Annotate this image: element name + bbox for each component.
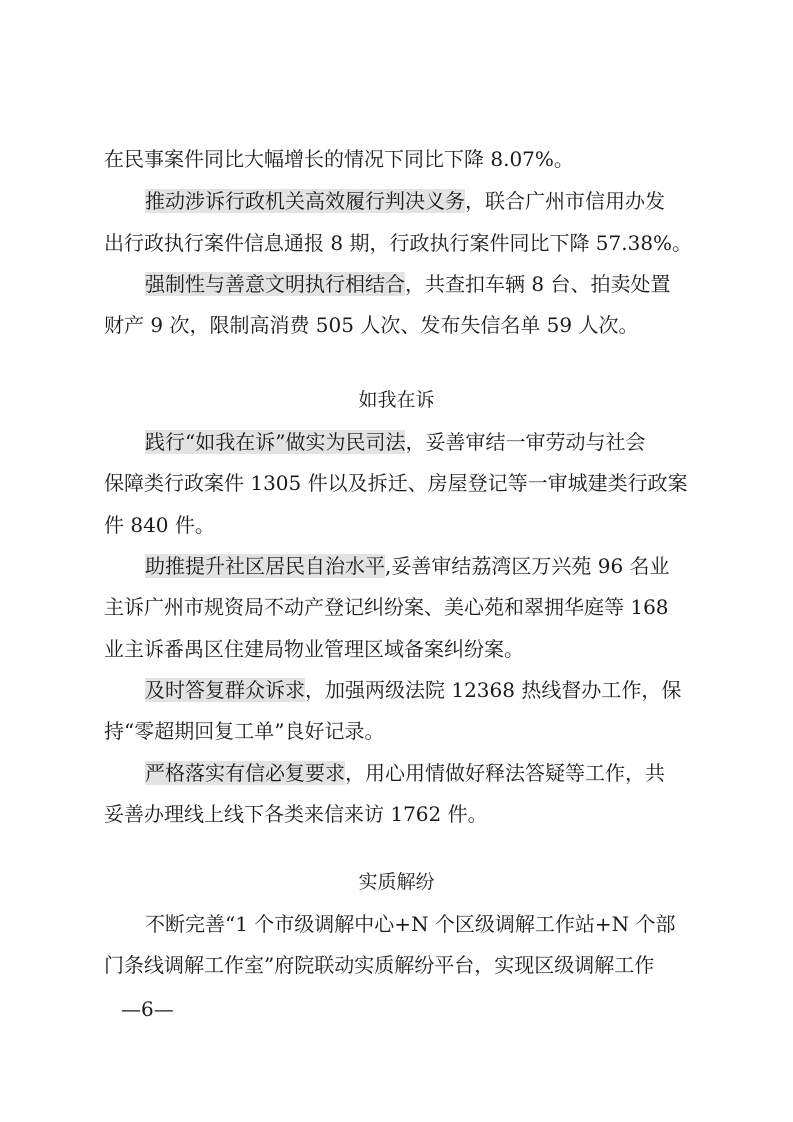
section-heading: 实质解纷 <box>358 871 435 893</box>
page-number: —6— <box>121 997 174 1021</box>
highlighted-phrase: 推动涉诉行政机关高效履行判决义务 <box>145 189 465 213</box>
body-text-line: 严格落实有信必复要求，用心用情做好释法答疑等工作，共 <box>145 761 665 785</box>
body-text-line: 主诉广州市规资局不动产登记纠纷案、美心苑和翠拥华庭等 168 <box>104 595 669 619</box>
body-text-line: 妥善办理线上线下各类来信来访 1762 件。 <box>104 802 488 826</box>
highlighted-phrase: 及时答复群众诉求 <box>145 678 305 702</box>
highlighted-phrase: 践行“如我在诉”做实为民司法 <box>145 430 406 454</box>
body-text-line: 及时答复群众诉求，加强两级法院 12368 热线督办工作，保 <box>145 678 682 702</box>
body-text-line: 助推提升社区居民自治水平,妥善审结荔湾区万兴苑 96 名业 <box>145 554 670 578</box>
body-text-line: 出行政执行案件信息通报 8 期，行政执行案件同比下降 57.38%。 <box>104 231 693 255</box>
body-text-line: 业主诉番禺区住建局物业管理区域备案纠纷案。 <box>104 637 524 661</box>
body-text-line: 财产 9 次，限制高消费 505 人次、发布失信名单 59 人次。 <box>104 313 639 337</box>
body-text-line: 门条线调解工作室”府院联动实质解纷平台，实现区级调解工作 <box>104 953 655 977</box>
body-text-line: 保障类行政案件 1305 件以及拆迁、房屋登记等一审城建类行政案 <box>104 471 688 495</box>
body-text-line: 在民事案件同比大幅增长的情况下同比下降 8.07%。 <box>104 147 574 171</box>
body-text-line: 件 840 件。 <box>104 513 215 537</box>
body-text-line: 推动涉诉行政机关高效履行判决义务，联合广州市信用办发 <box>145 189 665 213</box>
body-text-line: 不断完善“1 个市级调解中心+N 个区级调解工作站+N 个部 <box>145 912 676 936</box>
highlighted-phrase: 严格落实有信必复要求 <box>145 761 345 785</box>
body-text-line: 践行“如我在诉”做实为民司法，妥善审结一审劳动与社会 <box>145 430 646 454</box>
highlighted-phrase: 强制性与善意文明执行相结合 <box>145 272 405 296</box>
highlighted-phrase: 助推提升社区居民自治水平 <box>145 554 385 578</box>
body-text-line: 强制性与善意文明执行相结合，共查扣车辆 8 台、拍卖处置 <box>145 272 671 296</box>
section-heading: 如我在诉 <box>358 389 435 411</box>
body-text-line: 持“零超期回复工单”良好记录。 <box>104 719 385 743</box>
